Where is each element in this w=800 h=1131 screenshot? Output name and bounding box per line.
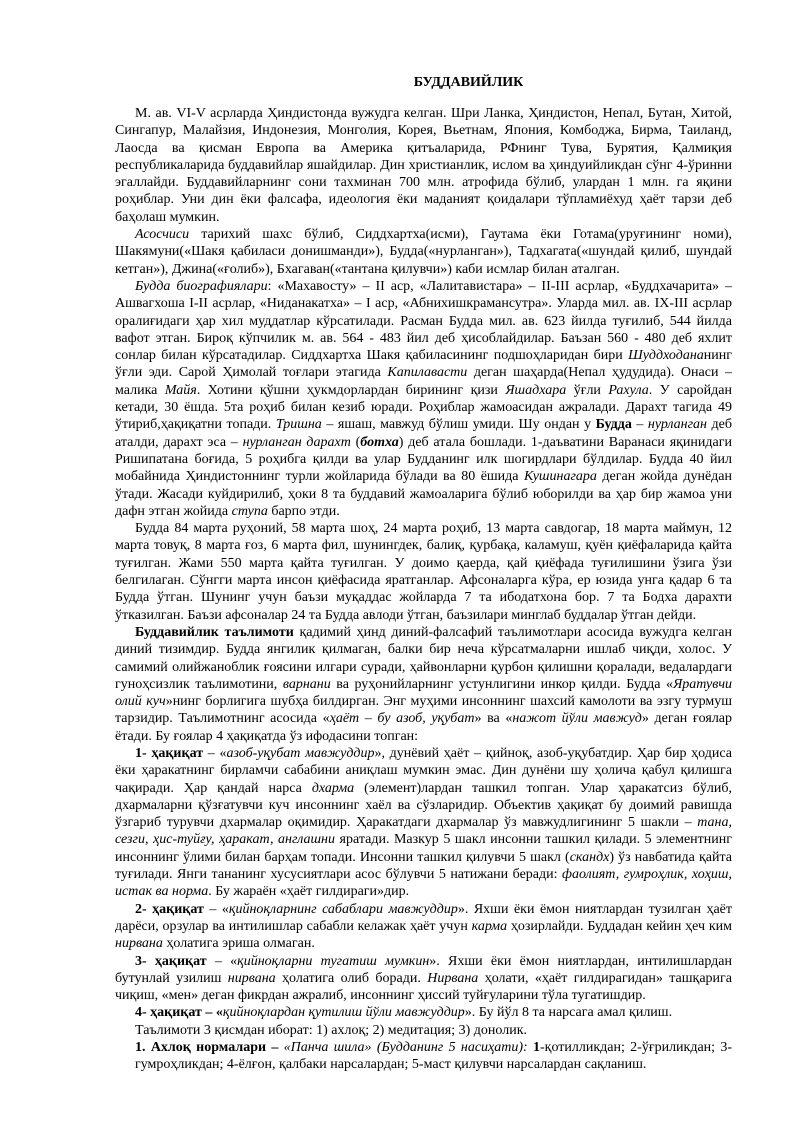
teaching-parts: Таълимоти 3 қисмдан иборат: 1) ахлоқ; 2) медитация; 3) донолик.	[135, 1022, 527, 1038]
paragraph-biographies: Будда биографиялари: «Махавосту» – II аср, «Лалитавистара» – II-III асрлар, «Буддхачарита» – Ашвагхоша I-II асрлар, «Ниданакатха» – I аср, «Абнихишкрамансутра». Уларда мил. ав. IX-III асрлар оралиғидаги ҳар хил муддатлар кўрсатилади. Расман Будда мил. ав. 623 йилда туғилиб, 544 йилда вафот этган. Бироқ кўпчилик м. ав. 564 - 483 йил деб ҳисоблайдилар. Баъзан 560 - 480 деб яхлит сонлар билан кўрсатадилар. Сиддхартха Шакя қабиласининг подшоҳларидан бири Шуддходананинг ўғли эди. Сарой Ҳимолай тоғлари этагида Капилавасти деган шаҳарда(Непал ҳудудида). Онаси – малика Майя. Хотини қўшни ҳукмдорлардан бирининг қизи Яшадхара ўғли Рахула. У саройдан кетади, 30 ёшда. 5та роҳиб билан кезиб юради. Роҳиблар жамоасидан ажралади. Дарахт тагида 49 ўтириб,ҳақиқатни топади. Тришна – яшаш, мавжуд бўлиш умиди. Шу ондан у Будда – нурланган деб аталди, дарахт эса – нурланган дарахт (ботха) деб атала бошлади. 1-даъватини Варанаси яқинидаги Ришипатана боғида, 5 роҳибга қилди ва улар Будданинг илк шогирдлари бўлдилар. Будда 40 йил мобайнида Ҳиндистоннинг турли жойларида бўлади ва 80 ёшида Кушинагара деган жойда дунёдан ўтади. Жасади куйдирилиб, ҳоки 8 та буддавий жамоаларига бўлиб юборилди ва ҳар бир жамоа уни дафн этган жойида ступа барпо этди.	[115, 278, 733, 519]
truth-4: 4- ҳақиқат – «қийноқлардан қутилиш йўли мавжуддир». Бу йўл 8 та нарсага амал қилиш.	[135, 1005, 673, 1021]
page-title: БУДДАВИЙЛИК	[413, 75, 524, 90]
paragraph-founder: Асосчиси тарихий шахс бўлиб, Сиддхартха(исми), Гаутама ёки Готама(уруғининг номи), Шакямуни(«Шакя қабиласи донишманди»), Будда(«нурланган»), Тадхагата(«шундай қилиб, шундай кетган»), Джина(«ғолиб»), Бхагаван(«тантана қилувчи») каби исмлар билан аталган.	[115, 227, 732, 277]
paragraph-teaching: Буддавийлик таълимоти қадимий ҳинд диний-фалсафий таълимотлари асосида вужудга келган диний тизимдир. Будда янгилик қилмаган, балки бир неча кўрсатмаларни ишлаб чиқди, холос. У самимий олийжанoблик ғоясини илгари суради, ҳайвонларни қурбон қилишни қоралади, ведалардаги гуноҳсизлик таълимотини, варнани ва руҳонийларнинг устунлигини инкор қилди. Будда «Яратувчи олий куч»нинг борлигига шубҳа билдирган. Энг муҳими инсоннинг шахсий камолоти ва эзгу турмуш тарзидир. Таълимотнинг асосида «ҳаёт – бу азоб, уқубат» ва «нажот йўли мавжуд» деган ғоялар ётади. Бу ғоялар 4 ҳақиқатда ўз ифодасини топган:	[115, 624, 733, 744]
paragraph-rebirths: Будда 84 марта руҳоний, 58 марта шоҳ, 24 марта роҳиб, 13 марта савдогар, 18 марта маймун, 12 марта товуқ, 8 марта ғоз, 6 марта фил, шунингдек, балиқ, қурбақа, каламуш, қуён қиёфаларида қайта туғилган. Жами 550 марта қайта туғилган. У доимо қаерда, қай қиёфада туғилишини ўзига ўзи белгилаган. Сўнгги марта инсон қиёфасида яратганлар. Афсоналарга кўра, ер юзида унга қадар 6 та Будда ўтган. Шунинг учун баъзи муқаддас жойларда 7 та ибодатхона бор. 7 та Бодха дарахти ўтказилган. Баъзи афсоналар 24 та Будда авлоди ўтган, баъзилари минглаб буддалар ўтган дейди.	[115, 521, 732, 623]
truth-2: 2- ҳақиқат – «қийноқларнинг сабаблари мавжуддир». Яхши ёки ёмон ниятлардан тузилган ҳаёт дарёси, орзулар ва интилишлар сабабли келажак ҳаёт учун карма ҳозирлайди. Буддадан кейин ҳеч ким нирвана ҳолатига эриша олмаган.	[115, 901, 733, 952]
list-item-ethics: 1. Ахлоқ нормалари – «Панча шила» (Будданинг 5 насиҳати): 1-қотилликдан; 2-ўғриликдан; 3-гумроҳликдан; 4-ёлғон, қалбаки нарсалардан; 5-маст қилувчи нарсалардан сақланиш.	[135, 1040, 733, 1073]
truth-1: 1- ҳақиқат – «азоб-уқубат мавжуддир», дунёвий ҳаёт – қийноқ, азоб-уқубатдир. Ҳар бир ҳодиса ёки ҳаракатнинг бирламчи сабабини аниқлаш мумкин эмас. Дин дунёни шу ҳолича қабул қилишга чақиради. Ҳар қандай нарса дхарма (элемент)лардан ташкил топган. Улар ҳаракатсиз бўлиб, дхармаларни қўзғатувчи куч инсоннинг хаёл ва сўзларидир. Объектив ҳақиқат бу доимий равишда ўзгариб турувчи дхармалар оқимидир. Ҳаракатдаги дхармалар ўз мавжудлигининг 5 шакли – тана, сезги, ҳис-туйғу, ҳаракат, англашни яратади. Мазкур 5 шакл инсонни ташкил қилади. 5 элементнинг инсоннинг ўлими билан барҳам топади. Инсонни ташкил қилувчи 5 шакл (скандх) ўз навбатида қайта туғилади. Янги тананинг хусусиятлари асос бўлувчи 5 натижани беради: фаолият, гумроҳлик, хоҳиш, истак ва норма. Бу жараён «ҳаёт гилдираги»дир.	[115, 745, 733, 900]
truth-3: 3- ҳақиқат – «қийноқларни тугатиш мумкин». Яхши ёки ёмон ниятлардан, интилишлардан бутунлай узилиш нирвана ҳолатига олиб боради. Нирвана ҳолати, «ҳаёт гилдирагидан» ташқарига чиқиш, «мен» деган фикрдан ажралиб, инсоннинг ҳиссий туйғуларини тўла тугатишдир.	[115, 953, 733, 1004]
paragraph-intro: М. ав. VI-V асрларда Ҳиндистонда вужудга келган. Шри Ланка, Ҳиндистон, Непал, Бутан, Хитой, Сингапур, Малайзия, Индонезия, Монголия, Корея, Вьетнам, Япония, Комбоджа, Бирма, Таиланд, Лаосда ва қисман Европа ва Америка қитъаларида, РФнинг Тува, Бурятия, Қалмиқия республикаларида буддавийлар яшайдилар. Дин христианлик, ислом ва ҳиндуийликдан сўнг 4-ўринни эгаллайди. Буддавийларнинг сони тахминан 700 млн. атрофида бўлиб, улардан 1 млн. га яқини роҳиблар. Уни дин ёки фалсафа, идеология ёки маданият қоидалари тўпламиёхуд ҳаёт тарзи деб баҳолаш мумкин.	[115, 106, 732, 225]
